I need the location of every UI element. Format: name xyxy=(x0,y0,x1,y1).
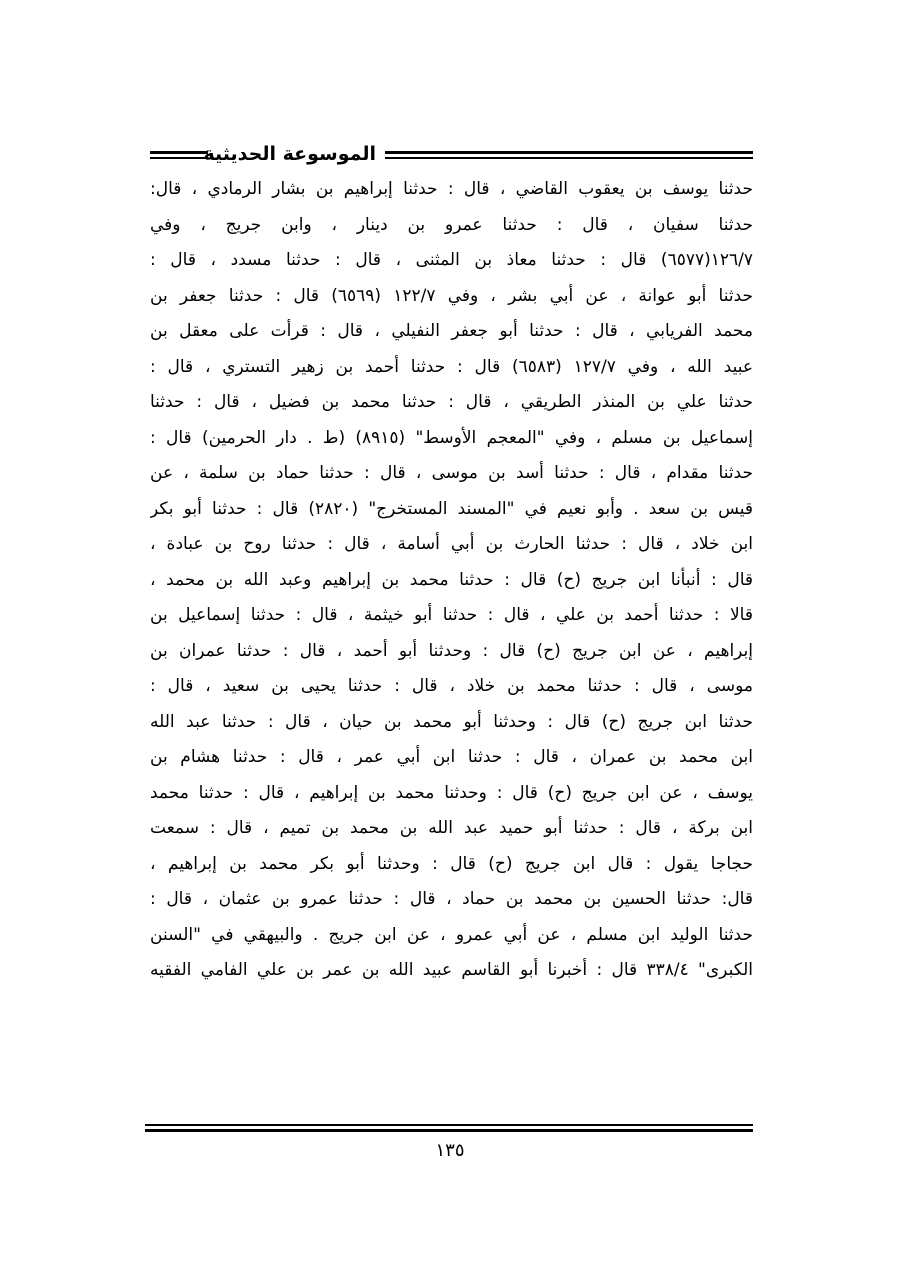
text-line: محمد الفريابي ، قال : حدثنا أبو جعفر النفيلي ، قال : قرأت على معقل بن xyxy=(150,321,753,341)
text-line: حدثنا علي بن المنذر الطريقي ، قال : حدثنا محمد بن فضيل ، قال : حدثنا xyxy=(150,392,753,412)
text-line: الكبرى" ٣٣٨/٤ قال : أخبرنا أبو القاسم عبيد الله بن عمر بن علي الفامي الفقيه xyxy=(150,960,753,980)
text-line: إبراهيم ، عن ابن جريج (ح) قال : وحدثنا أبو أحمد ، قال : حدثنا عمران بن xyxy=(150,640,753,661)
text-line: حدثنا الوليد ابن مسلم ، عن أبي عمرو ، عن ابن جريج . والبيهقي في "السنن xyxy=(150,924,753,945)
main-text xyxy=(150,172,753,989)
page-number: ١٣٥ xyxy=(435,1140,465,1161)
text-line: حدثنا مقدام ، قال : حدثنا أسد بن موسى ، قال : حدثنا حماد بن سلمة ، عن xyxy=(150,463,753,483)
text-line: حدثنا ابن جريج (ح) قال : وحدثنا أبو محمد بن حيان ، قال : حدثنا عبد الله xyxy=(150,711,753,732)
text-line: قالا : حدثنا أحمد بن علي ، قال : حدثنا أبو خيثمة ، قال : حدثنا إسماعيل بن xyxy=(150,605,753,625)
text-line: قيس بن سعد . وأبو نعيم في "المسند المستخرج" (٢٨٢٠) قال : حدثنا أبو بكر xyxy=(150,498,753,519)
text-line: ابن خلاد ، قال : حدثنا الحارث بن أبي أسامة ، قال : حدثنا روح بن عبادة ، xyxy=(150,534,753,554)
text-line: حجاجا يقول : قال ابن جريج (ح) قال : وحدثنا أبو بكر محمد بن إبراهيم ، xyxy=(150,853,753,874)
footer-rule xyxy=(145,1124,753,1132)
text-line: قال: حدثنا الحسين بن محمد بن حماد ، قال : حدثنا عمرو بن عثمان ، قال : xyxy=(150,889,753,909)
text-line: حدثنا يوسف بن يعقوب القاضي ، قال : حدثنا إبراهيم بن بشار الرمادي ، قال: xyxy=(150,179,753,199)
text-line: حدثنا أبو عوانة ، عن أبي بشر ، وفي ١٢٢/٧ (٦٥٦٩) قال : حدثنا جعفر بن xyxy=(150,285,753,306)
text-line: يوسف ، عن ابن جريج (ح) قال : وحدثنا محمد بن إبراهيم ، قال : حدثنا محمد xyxy=(150,782,753,803)
text-line: ابن محمد بن عمران ، قال : حدثنا ابن أبي عمر ، قال : حدثنا هشام بن xyxy=(150,747,753,767)
text-line: حدثنا سفيان ، قال : حدثنا عمرو بن دينار ، وابن جريج ، وفي xyxy=(150,214,753,235)
text-line: ١٢٦/٧(٦٥٧٧) قال : حدثنا معاذ بن المثنى ، قال : حدثنا مسدد ، قال : xyxy=(150,250,753,270)
text-line: إسماعيل بن مسلم ، وفي "المعجم الأوسط" (٨٩١٥) (ط . دار الحرمين) قال : xyxy=(150,427,753,448)
header-rule-left xyxy=(150,151,208,159)
text-line: ابن بركة ، قال : حدثنا أبو حميد عبد الله بن محمد بن تميم ، قال : سمعت xyxy=(150,818,753,838)
text-line: عبيد الله ، وفي ١٢٧/٧ (٦٥٨٣) قال : حدثنا أحمد بن زهير التستري ، قال : xyxy=(150,356,753,377)
book-title: الموسوعة الحديثية xyxy=(203,143,376,165)
page-header xyxy=(150,140,753,170)
header-rule-right xyxy=(385,151,753,159)
text-line: قال : أنبأنا ابن جريج (ح) قال : حدثنا محمد بن إبراهيم وعبد الله بن محمد ، xyxy=(150,569,753,590)
text-line: موسى ، قال : حدثنا محمد بن خلاد ، قال : حدثنا يحيى بن سعيد ، قال : xyxy=(150,676,753,696)
